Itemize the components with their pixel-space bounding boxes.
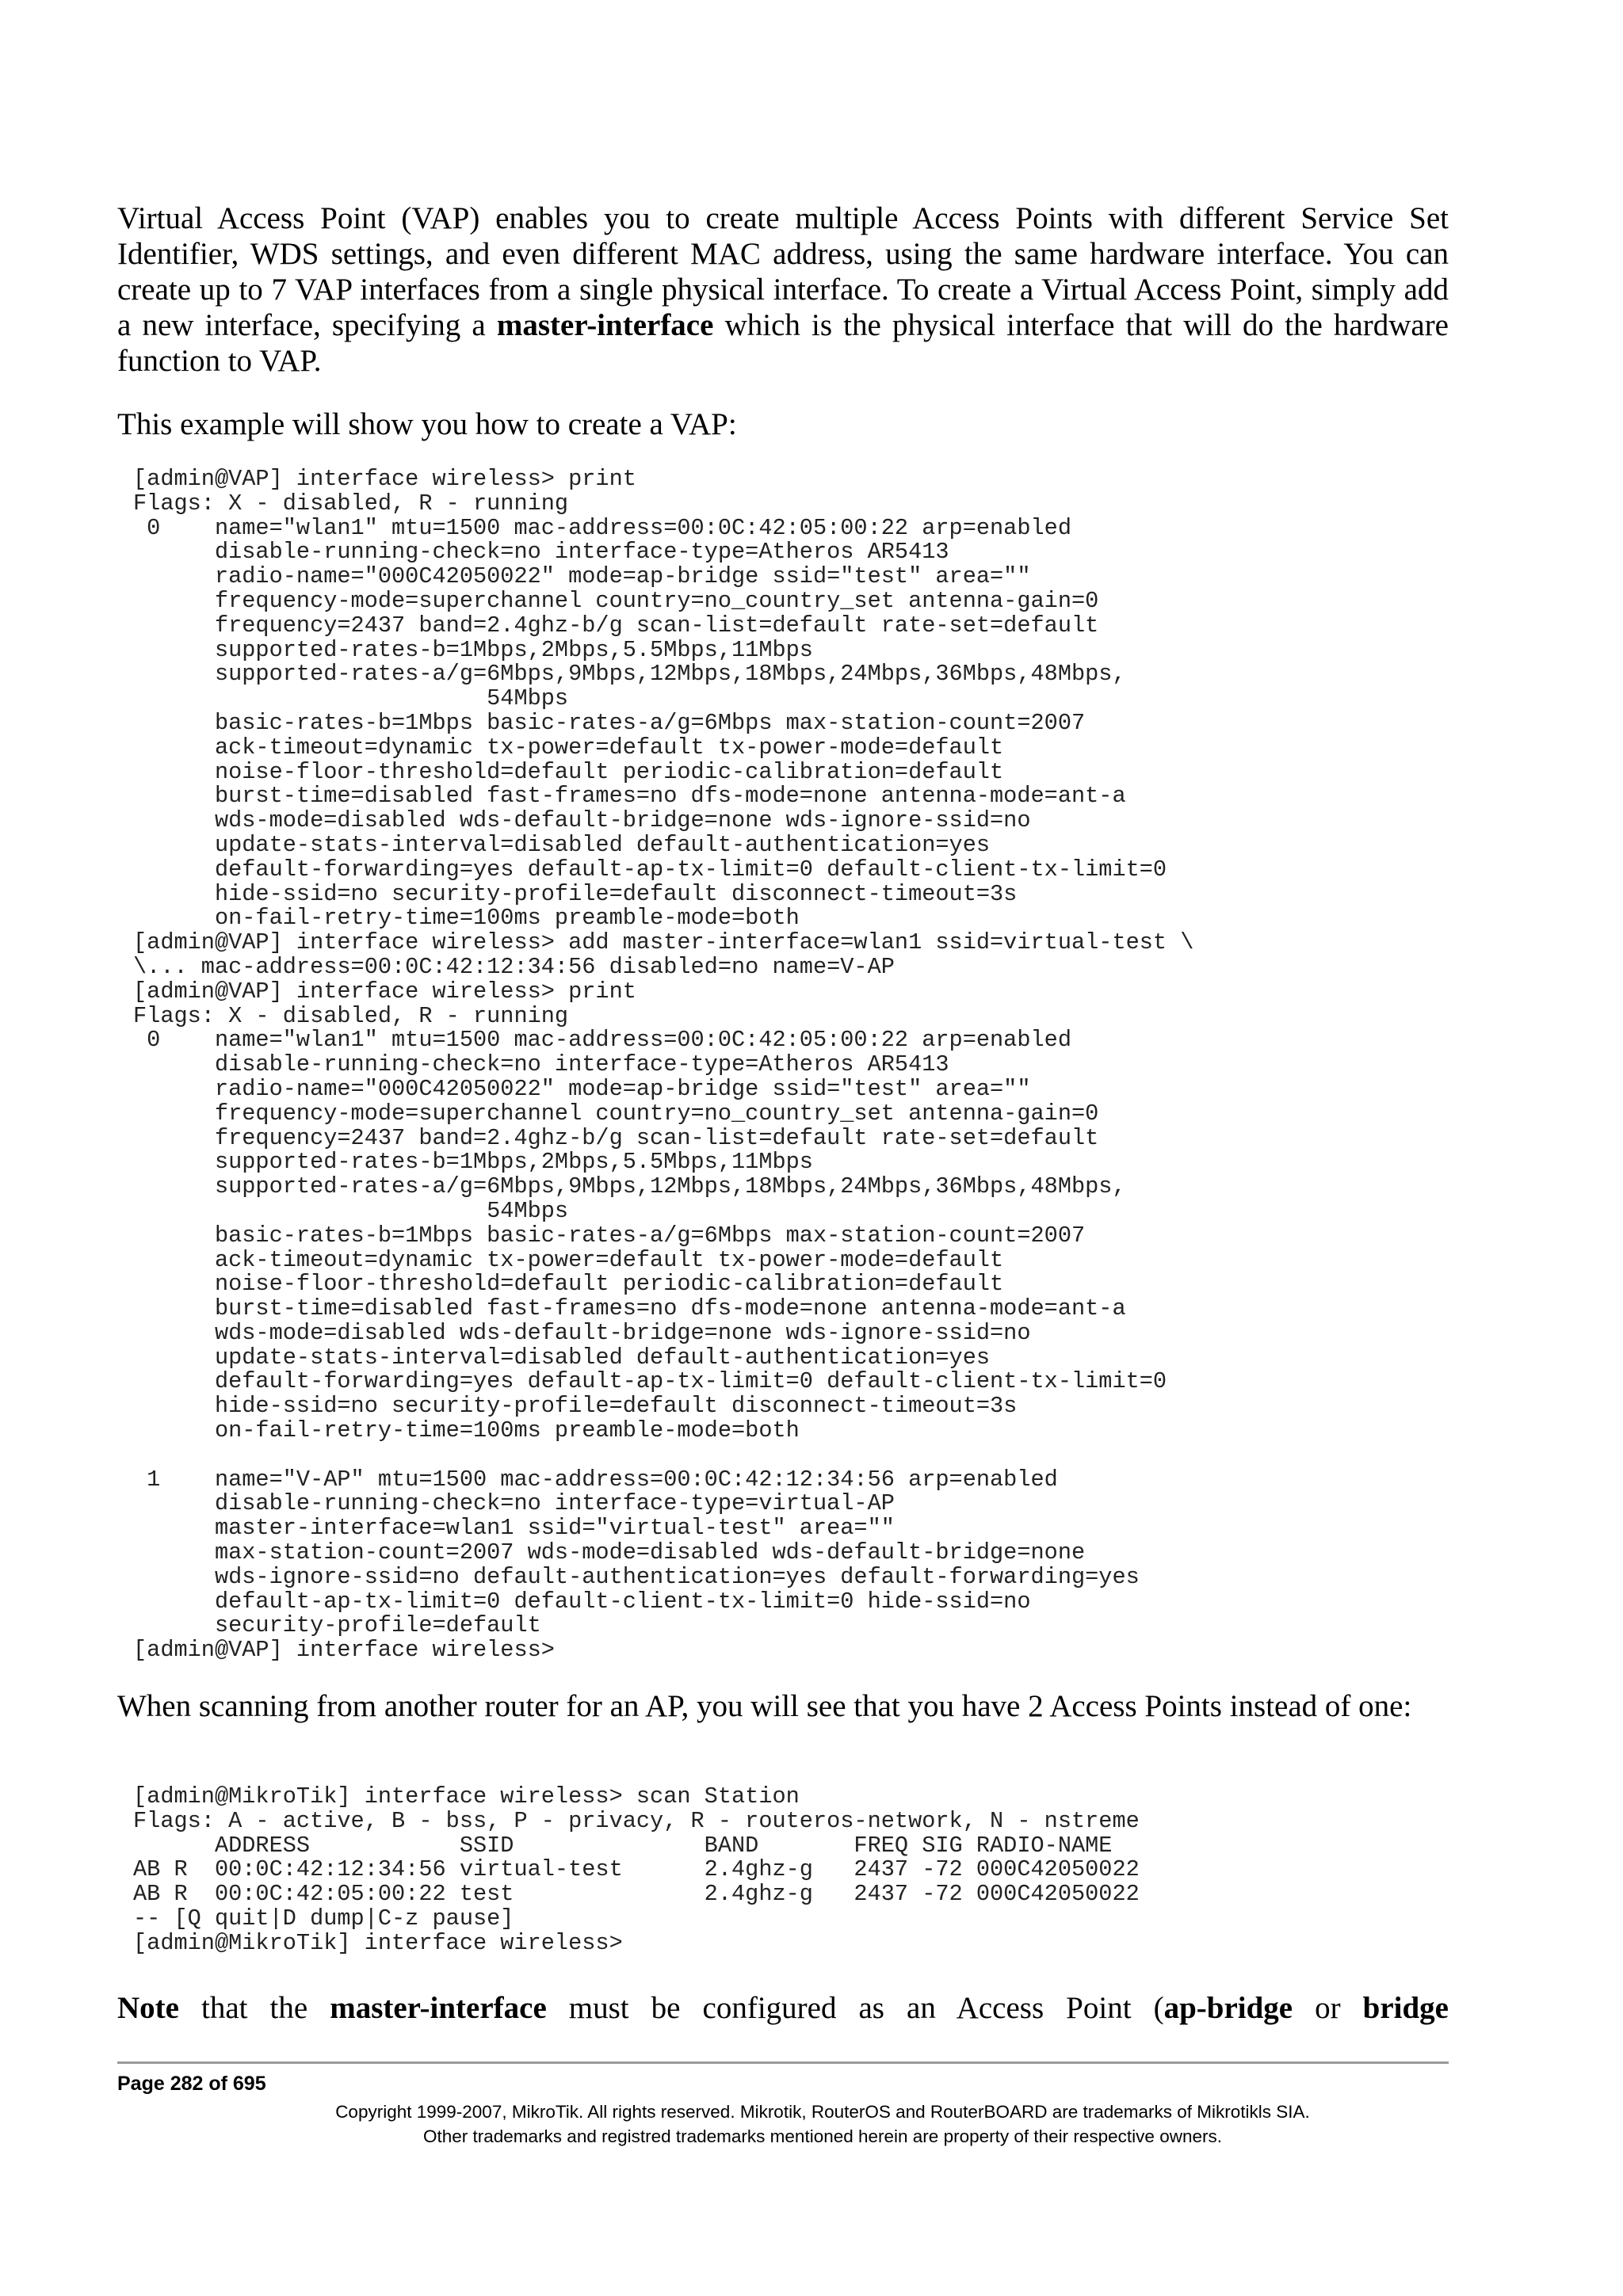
footer-divider [117,2061,1449,2064]
note-master-interface-term: master-interface [330,1991,547,2025]
intro-paragraph [117,200,1449,379]
trademark-line: Other trademarks and registred trademarks mentioned herein are property of their respective owners. [423,2126,1222,2146]
note-text: or [1293,1991,1363,2025]
scan-output-code-block: [admin@MikroTik] interface wireless> scan Station Flags: A - active, B - bss, P - privacy, R - routeros-network, N - nstreme ADDRESS SSID BAND FREQ SIG RADIO-NAME AB R 00:0C:42:12:34:56 virtual-test 2.4ghz-g 2437 -72 000C42050022 AB R 00:0C:42:05:00:22 test 2.4ghz-g 2437 -72 000C42050022 -- [Q quit|D dump|C-z pause] [admin@MikroTik] interface wireless> [133,1783,1140,1956]
intro-text: Virtual Access Point (VAP) enables you to create multiple Access Points with different Service Set Identifier, WDS settings, and even different MAC address, using the same hardware interface. You can create up to 7 VAP interfaces from a single physical interface. To create a Virtual Access Point, simply add a new interface, specifying a [117,201,1449,342]
copyright-notice [117,2100,1528,2149]
scan-intro-paragraph: When scanning from another router for an AP, you will see that you have 2 Access Points instead of one: [117,1689,1412,1723]
note-ap-bridge-term: ap-bridge [1163,1991,1293,2025]
copyright-line: Copyright 1999-2007, MikroTik. All rights reserved. Mikrotik, RouterOS and RouterBOARD are trademarks of Mikrotikls SIA. [335,2102,1310,2122]
note-bridge-term: bridge [1362,1991,1449,2025]
note-text: must be configured as an Access Point ( [546,1991,1164,2025]
page-number: Page 282 of 695 [117,2073,266,2095]
note-text: that the [178,1991,330,2025]
intro-text-end: which is the physical interface that will do the hardware function to VAP. [117,308,1449,378]
example-intro-paragraph: This example will show you how to create a VAP: [117,407,737,441]
vap-config-code-block: [admin@VAP] interface wireless> print Flags: X - disabled, R - running 0 name="wlan1" mtu=1500 mac-address=00:0C:42:05:00:22 arp=enabled disable-running-check=no interface-type=Atheros AR5413 radio-name="000C42050022" mode=ap-bridge ssid="test" area="" frequency-mode=superchannel country=no_country_set antenna-gain=0 frequency=2437 band=2.4ghz-b/g scan-list=default rate-set=default supported-rates-b=1Mbps,2Mbps,5.5Mbps,11Mbps supported-rates-a/g=6Mbps,9Mbps,12Mbps,18Mbps,24Mbps,36Mbps,48Mbps, 54Mbps basic-rates-b=1Mbps basic-rates-a/g=6Mbps max-station-count=2007 ack-timeout=dynamic tx-power=default tx-power-mode=default noise-floor-threshold=default periodic-calibration=default burst-time=disabled fast-frames=no dfs-mode=none antenna-mode=ant-a wds-mode=disabled wds-default-bridge=none wds-ignore-ssid=no update-stats-interval=disabled default-authentication=yes default-forwarding=yes default-ap-tx-limit=0 default-client-tx-limit=0 hide-ssid=no security-profile=default disconnect-timeout=3s on-fail-retry-time=100ms preamble-mode=both [admin@VAP] interface wireless> add master-interface=wlan1 ssid=virtual-test \ \... mac-address=00:0C:42:12:34:56 disabled=no name=V-AP [admin@VAP] interface wireless> print Flags: X - disabled, R - running 0 name="wlan1" mtu=1500 mac-address=00:0C:42:05:00:22 arp=enabled disable-running-check=no interface-type=Atheros AR5413 radio-name="000C42050022" mode=ap-bridge ssid="test" area="" frequency-mode=superchannel country=no_country_set antenna-gain=0 frequency=2437 band=2.4ghz-b/g scan-list=default rate-set=default supported-rates-b=1Mbps,2Mbps,5.5Mbps,11Mbps supported-rates-a/g=6Mbps,9Mbps,12Mbps,18Mbps,24Mbps,36Mbps,48Mbps, 54Mbps basic-rates-b=1Mbps basic-rates-a/g=6Mbps max-station-count=2007 ack-timeout=dynamic tx-power=default tx-power-mode=default noise-floor-threshold=default periodic-calibration=default burst-time=disabled fast-frames=no dfs-mode=none antenna-mode=ant-a wds-mode=disabled wds-default-bridge=none wds-ignore-ssid=no update-stats-interval=disabled default-authentication=yes default-forwarding=yes default-ap-tx-limit=0 default-client-tx-limit=0 hide-ssid=no security-profile=default disconnect-timeout=3s on-fail-retry-time=100ms preamble-mode=both 1 name="V-AP" mtu=1500 mac-address=00:0C:42:12:34:56 arp=enabled disable-running-check=no interface-type=virtual-AP master-interface=wlan1 ssid="virtual-test" area="" max-station-count=2007 wds-mode=disabled wds-default-bridge=none wds-ignore-ssid=no default-authentication=yes default-forwarding=yes default-ap-tx-limit=0 default-client-tx-limit=0 hide-ssid=no security-profile=default [admin@VAP] interface wireless> [133,466,1194,1664]
master-interface-term: master-interface [496,308,714,342]
note-label: Note [117,1991,179,2025]
note-paragraph [117,1990,1449,2026]
